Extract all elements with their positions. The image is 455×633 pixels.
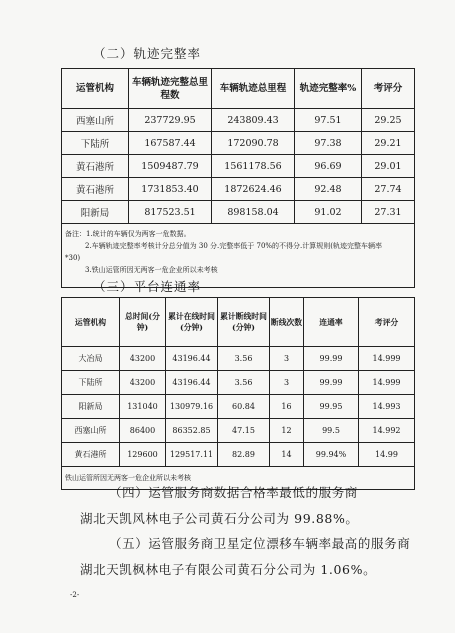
table-cell: 16	[270, 395, 304, 419]
header-cell: 连通率	[304, 298, 359, 347]
table-cell: 29.01	[362, 155, 415, 178]
table-cell: 92.48	[295, 178, 362, 201]
table-cell: 898158.04	[212, 201, 295, 224]
table-row	[62, 132, 415, 155]
table-row	[62, 443, 415, 467]
table-cell: 3.56	[218, 371, 270, 395]
table-cell: 14.99	[359, 443, 415, 467]
table-cell: 1731853.40	[129, 178, 212, 201]
table-row	[62, 109, 415, 132]
header-cell: 运管机构	[62, 69, 129, 109]
table-row	[62, 155, 415, 178]
header-cell: 总时间(分钟)	[120, 298, 166, 347]
table-cell: 3	[270, 371, 304, 395]
table-cell: 西塞山所	[62, 109, 129, 132]
table-cell: 99.99	[304, 371, 359, 395]
table-cell: 14.993	[359, 395, 415, 419]
section-5-title: （五）运管服务商卫星定位漂移车辆率最高的服务商	[109, 536, 411, 551]
section-3-title: （三）平台连通率	[93, 279, 202, 294]
table-row	[62, 178, 415, 201]
header-cell: 断线次数	[270, 298, 304, 347]
table-cell: 47.15	[218, 419, 270, 443]
table-cell: 99.95	[304, 395, 359, 419]
table-cell: 阳新局	[62, 201, 129, 224]
header-cell: 车辆轨迹总里程	[212, 69, 295, 109]
table-row	[62, 371, 415, 395]
header-cell: 轨迹完整率%	[295, 69, 362, 109]
section-5-text: 湖北天凯枫林电子有限公司黄石分公司为 1.06%。	[80, 562, 377, 577]
header-cell: 累计断线时间(分钟)	[218, 298, 270, 347]
table-header-row	[62, 298, 415, 347]
table-cell: 黄石港所	[62, 155, 129, 178]
table-cell: 99.5	[304, 419, 359, 443]
table-cell: 大冶局	[62, 347, 120, 371]
table-cell: 97.51	[295, 109, 362, 132]
table-cell: 27.31	[362, 201, 415, 224]
note-line: 3.铁山运管所因无两客一危企业所以未考核	[85, 266, 218, 274]
header-cell: 运管机构	[62, 298, 120, 347]
table-cell: 99.94%	[304, 443, 359, 467]
table-cell: 27.74	[362, 178, 415, 201]
table-cell: 43200	[120, 347, 166, 371]
table-cell: 129517.11	[166, 443, 218, 467]
table-cell: 1872624.46	[212, 178, 295, 201]
trajectory-completeness-table	[61, 68, 415, 288]
table-cell: 黄石港所	[62, 178, 129, 201]
table-cell: 172090.78	[212, 132, 295, 155]
table-cell: 3	[270, 347, 304, 371]
table-cell: 43200	[120, 371, 166, 395]
table-row	[62, 419, 415, 443]
table-cell: 下陆所	[62, 371, 120, 395]
section-4-text: 湖北天凯风林电子公司黄石分公司为 99.88%。	[80, 511, 359, 526]
table-cell: 99.99	[304, 347, 359, 371]
table-cell: 西塞山所	[62, 419, 120, 443]
table-cell: 86400	[120, 419, 166, 443]
table-cell: 243809.43	[212, 109, 295, 132]
table-cell: 下陆所	[62, 132, 129, 155]
table-cell: 14.992	[359, 419, 415, 443]
table-cell: 29.25	[362, 109, 415, 132]
table-cell: 29.21	[362, 132, 415, 155]
table-cell: 817523.51	[129, 201, 212, 224]
section-4-title: （四）运管服务商数据合格率最低的服务商	[109, 485, 358, 500]
note-line: 备注：1.统计的车辆仅为两客一危数据。	[65, 230, 191, 238]
table-cell: 91.02	[295, 201, 362, 224]
table-cell: 43196.44	[166, 347, 218, 371]
header-cell: 累计在线时间(分钟)	[166, 298, 218, 347]
table-cell: 97.38	[295, 132, 362, 155]
section-2-title: （二）轨迹完整率	[93, 46, 202, 61]
table-cell: 3.56	[218, 347, 270, 371]
table-cell: 130979.16	[166, 395, 218, 419]
table-cell: 96.69	[295, 155, 362, 178]
header-cell: 车辆轨迹完整总里程数	[129, 69, 212, 109]
note-line: 2.车辆轨迹完整率考核计分总分值为 30 分.完整率低于 70%的不得分.计算规则(轨迹完整车辆率	[85, 242, 382, 250]
table-cell: 82.89	[218, 443, 270, 467]
table-cell: 60.84	[218, 395, 270, 419]
table-cell: 14.999	[359, 347, 415, 371]
table-note: 铁山运管所因无两客一危企业所以未考核	[62, 467, 415, 490]
table-row	[62, 347, 415, 371]
table-cell: 167587.44	[129, 132, 212, 155]
table-cell: 86352.85	[166, 419, 218, 443]
note-line: *30)	[65, 254, 81, 262]
table-cell: 237729.95	[129, 109, 212, 132]
table-cell: 129600	[120, 443, 166, 467]
table-row	[62, 201, 415, 224]
header-cell: 考评分	[362, 69, 415, 109]
table-header-row	[62, 69, 415, 109]
table-cell: 14	[270, 443, 304, 467]
table-cell: 131040	[120, 395, 166, 419]
table-cell: 12	[270, 419, 304, 443]
table-cell: 14.999	[359, 371, 415, 395]
table-cell: 1509487.79	[129, 155, 212, 178]
platform-connectivity-table	[61, 297, 415, 490]
table-cell: 1561178.56	[212, 155, 295, 178]
table-cell: 黄石港所	[62, 443, 120, 467]
table-cell: 阳新局	[62, 395, 120, 419]
table-cell: 43196.44	[166, 371, 218, 395]
page-number: -2-	[70, 591, 80, 599]
header-cell: 考评分	[359, 298, 415, 347]
table-row	[62, 395, 415, 419]
